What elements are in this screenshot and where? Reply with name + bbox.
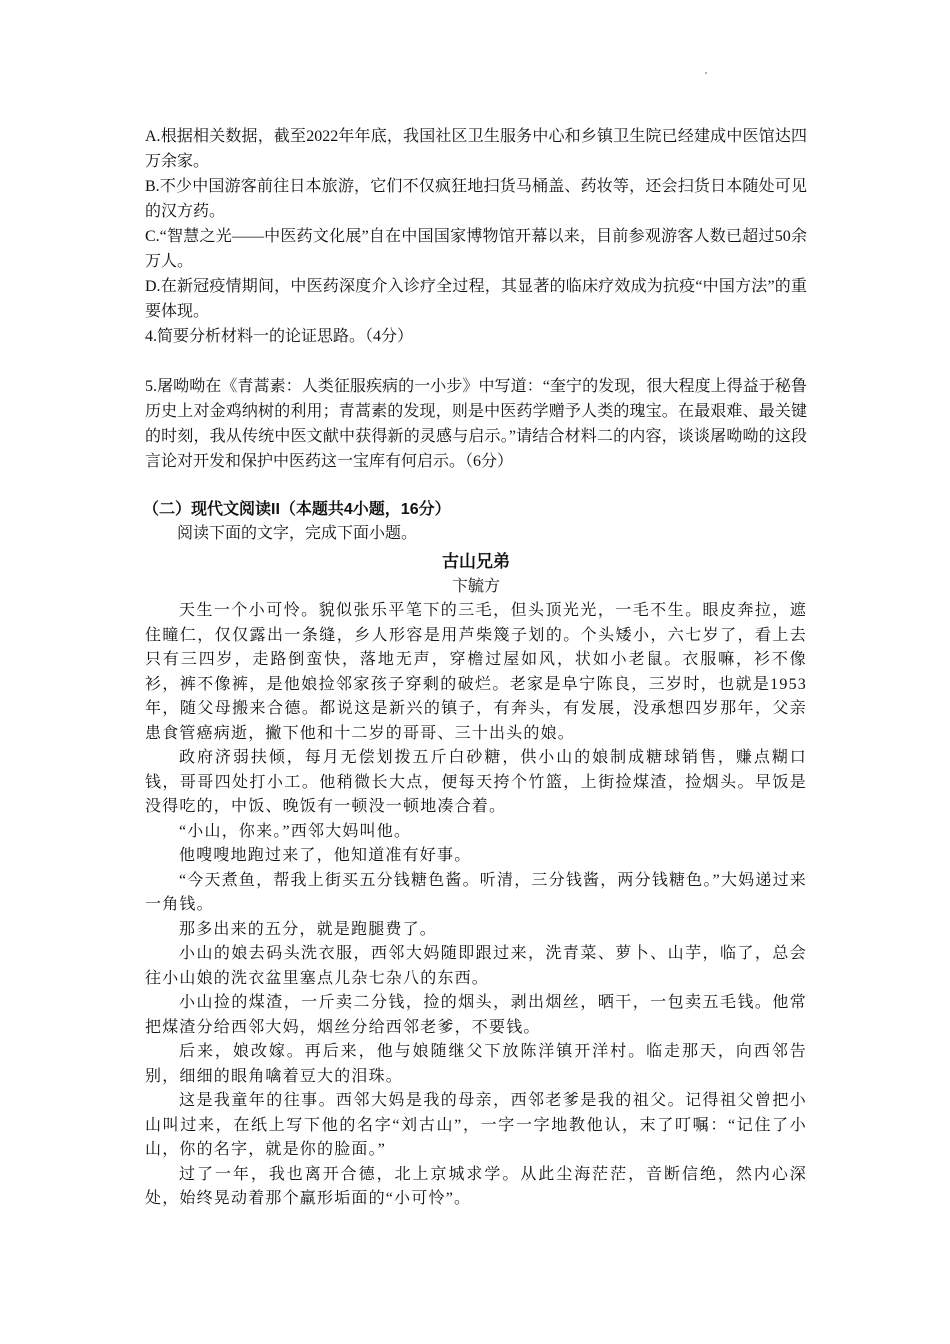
paragraph: 小山捡的煤渣，一斤卖二分钱，捡的烟头，剥出烟丝，晒干，一包卖五毛钱。他常把煤渣分给西邻大妈，烟丝分给西邻老爹，不要钱。 — [145, 994, 807, 1036]
paragraph: 政府济弱扶倾，每月无偿划拨五斤白砂糖，供小山的娘制成糖球销售，赚点糊口钱，哥哥四处打小工。他稍微长大点，便每天挎个竹篮，上街捡煤渣，捡烟头。早饭是没得吃的，中饭、晚饭有一顿没一顿地凑合着。 — [145, 749, 807, 815]
section-heading: （二）现代文阅读II（本题共4小题，16分） — [143, 501, 451, 518]
article-author: 卞毓方 — [451, 578, 500, 595]
option-b: B.不少中国游客前往日本旅游，它们不仅疯狂地扫货马桶盖、药妆等，还会扫货日本随处可见的汉方药。 — [145, 178, 807, 220]
article-body — [145, 599, 807, 1212]
paragraph: 这是我童年的往事。西邻大妈是我的母亲，西邻老爹是我的祖父。记得祖父曾把小山叫过来，在纸上写下他的名字“刘古山”，一字一字地教他认，末了叮嘱：“记住了小山，你的名字，就是你的脸面。” — [145, 1092, 807, 1158]
paragraph: 小山的娘去码头洗衣服，西邻大妈随即跟过来，洗青菜、萝卜、山芋，临了，总会往小山娘的洗衣盆里塞点儿杂七杂八的东西。 — [145, 945, 807, 987]
paragraph: “小山，你来。”西邻大妈叫他。 — [179, 822, 412, 840]
paragraph: 过了一年，我也离开合德，北上京城求学。从此尘海茫茫，音断信绝，然内心深处，始终晃动着那个羸形垢面的“小可怜”。 — [145, 1165, 807, 1207]
paragraph: 他嗖嗖地跑过来了，他知道准有好事。 — [179, 847, 472, 864]
question-5-block — [145, 374, 807, 474]
option-d: D.在新冠疫情期间，中医药深度介入诊疗全过程，其显著的临床疗效成为抗疫“中国方法”的重要体现。 — [145, 278, 807, 320]
scan-dot — [705, 72, 707, 74]
paragraph: 后来，娘改嫁。再后来，他与娘随继父下放陈洋镇开洋村。临走那天，向西邻告别，细细的眼角噙着豆大的泪珠。 — [145, 1043, 807, 1085]
paragraph: “今天煮鱼，帮我上街买五分钱糖色酱。听清，三分钱酱，两分钱糖色。”大妈递过来一角钱。 — [145, 871, 807, 913]
option-c: C.“智慧之光——中医药文化展”自在中国国家博物馆开幕以来，目前参观游客人数已超过50余万人。 — [145, 228, 807, 270]
question-5: 5.屠呦呦在《青蒿素：人类征服疾病的一小步》中写道：“奎宁的发现，很大程度上得益于秘鲁历史上对金鸡纳树的利用；青蒿素的发现，则是中医药学赠予人类的瑰宝。在最艰难、最关键的时刻，我从传统中医文献中获得新的灵感与启示。”请结合材料二的内容，谈谈屠呦呦的这段言论对开发和保护中医药这一宝库有何启示。（6分） — [145, 378, 807, 470]
article-title: 古山兄弟 — [442, 552, 510, 571]
paragraph: 那多出来的五分，就是跑腿费了。 — [179, 920, 438, 938]
option-a: A.根据相关数据，截至2022年年底，我国社区卫生服务中心和乡镇卫生院已经建成中医馆达四万余家。 — [145, 128, 807, 170]
section-two — [143, 498, 805, 546]
choice-options — [145, 124, 807, 349]
question-4: 4.简要分析材料一的论证思路。（4分） — [145, 328, 414, 345]
article-header — [145, 549, 807, 599]
section-instruction: 阅读下面的文字，完成下面小题。 — [177, 525, 418, 542]
paragraph: 天生一个小可怜。貌似张乐平笔下的三毛，但头顶光光，一毛不生。眼皮奔拉，遮住瞳仁，仅仅露出一条缝，乡人形容是用芦柴篾子划的。个头矮小，六七岁了，看上去只有三四岁，走路倒蛮快，落地无声，穿檐过屋如风，状如小老鼠。衣服嘛，衫不像衫，裤不像裤，是他娘捡邻家孩子穿剩的破烂。老家是阜宁陈良，三岁时，也就是1953年，随父母搬来合德。都说这是新兴的镇子，有奔头，有发展，没承想四岁那年，父亲患食管癌病逝，撇下他和十二岁的哥哥、三十出头的娘。 — [145, 602, 807, 742]
